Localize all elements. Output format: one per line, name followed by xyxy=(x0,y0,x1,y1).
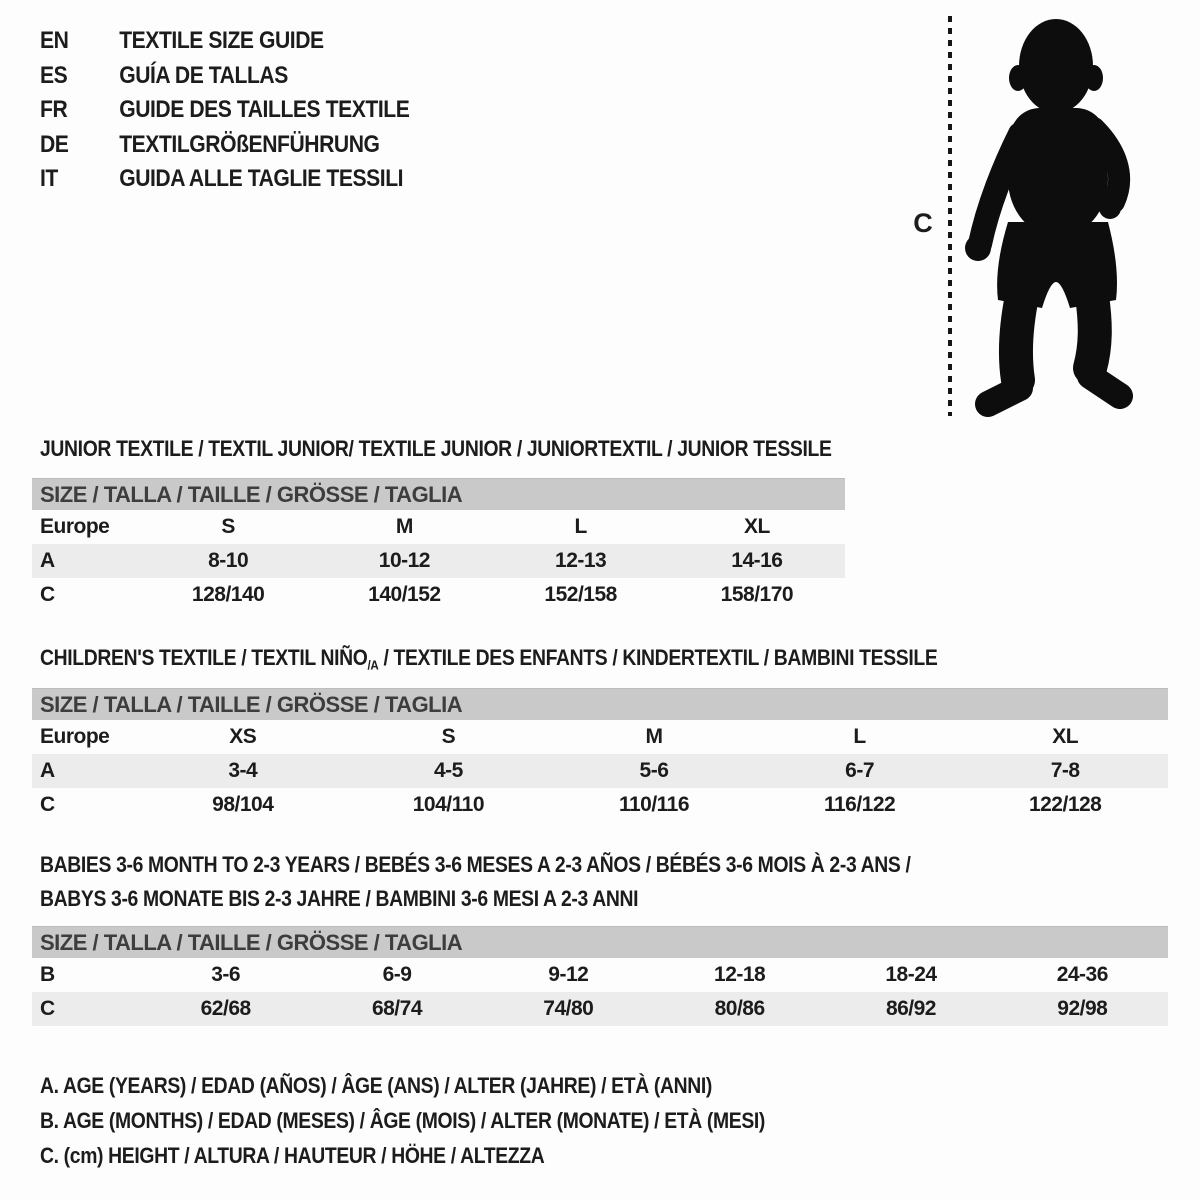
table-cell: 6-9 xyxy=(382,963,412,986)
table-cell: L xyxy=(853,725,866,748)
table-cell: 5-6 xyxy=(639,759,669,782)
table-cell: 92/98 xyxy=(1057,997,1108,1020)
height-label: C xyxy=(913,208,933,238)
children-title-part1: CHILDREN'S TEXTILE / TEXTIL NIÑO xyxy=(40,645,368,670)
table-cell: L xyxy=(574,515,587,538)
row-label-cell: C xyxy=(40,793,55,816)
table-cell: 12-13 xyxy=(555,549,607,572)
legend-line: A. AGE (YEARS) / EDAD (AÑOS) / ÂGE (ANS) / ALTER (JAHRE) / ETÀ (ANNI) xyxy=(40,1072,712,1098)
lang-label: GUIDE DES TAILLES TEXTILE xyxy=(119,96,410,124)
row-label-cell: A xyxy=(40,549,55,572)
table-cell: 122/128 xyxy=(1028,793,1102,816)
lang-row xyxy=(40,128,409,163)
lang-label: GUIDA ALLE TAGLIE TESSILI xyxy=(119,165,404,193)
table-cell: 116/122 xyxy=(823,793,896,816)
table-cell: 62/68 xyxy=(200,997,251,1020)
row-label-cell: C xyxy=(40,997,55,1020)
lang-label: GUÍA DE TALLAS xyxy=(119,61,288,89)
table-cell: 104/110 xyxy=(412,793,485,816)
table-cell: 7-8 xyxy=(1050,759,1080,782)
lang-row xyxy=(40,24,409,59)
table-cell: 8-10 xyxy=(208,549,249,572)
baby-silhouette-icon xyxy=(958,16,1143,420)
children-title-subscript: /A xyxy=(367,657,379,673)
size-header-bar: SIZE / TALLA / TAILLE / GRÖSSE / TAGLIA xyxy=(32,688,1168,720)
table-cell: 4-5 xyxy=(433,759,463,782)
table-row xyxy=(32,788,1168,822)
table-row xyxy=(32,958,1168,992)
lang-code: FR xyxy=(40,96,68,124)
row-label-cell: A xyxy=(40,759,55,782)
row-label-cell: C xyxy=(40,583,55,606)
table-row xyxy=(32,544,845,578)
table-cell: 6-7 xyxy=(845,759,874,782)
babies-title-line2: BABYS 3-6 MONATE BIS 2-3 JAHRE / BAMBINI 3-6 MESI A 2-3 ANNI xyxy=(40,886,639,911)
table-cell: 24-36 xyxy=(1056,963,1108,986)
table-cell: S xyxy=(441,725,456,748)
row-label-cell: Europe xyxy=(40,725,110,748)
table-cell: 3-4 xyxy=(228,759,258,782)
table-row xyxy=(32,992,1168,1026)
legend-line: B. AGE (MONTHS) / EDAD (MESES) / ÂGE (MOIS) / ALTER (MONATE) / ETÀ (MESI) xyxy=(40,1107,766,1133)
babies-title-line1: BABIES 3-6 MONTH TO 2-3 YEARS / BEBÉS 3-6 MESES A 2-3 AÑOS / BÉBÉS 3-6 MOIS À 2-3 ANS / xyxy=(40,852,911,877)
lang-label: TEXTILE SIZE GUIDE xyxy=(119,27,324,55)
table-cell: 140/152 xyxy=(368,583,441,606)
children-size-table xyxy=(32,688,1168,822)
junior-section-title: JUNIOR TEXTILE / TEXTIL JUNIOR/ TEXTILE JUNIOR / JUNIORTEXTIL / JUNIOR TESSILE xyxy=(40,436,832,461)
table-cell: 74/80 xyxy=(543,997,594,1020)
lang-label: TEXTILGRÖßENFÜHRUNG xyxy=(119,130,380,158)
table-row xyxy=(32,578,845,612)
table-cell: M xyxy=(645,725,663,748)
measurement-legend xyxy=(40,1068,765,1173)
height-dashed-line xyxy=(948,16,952,416)
table-cell: S xyxy=(221,515,235,538)
lang-row xyxy=(40,59,409,94)
size-header-bar: SIZE / TALLA / TAILLE / GRÖSSE / TAGLIA xyxy=(32,926,1168,958)
table-cell: 10-12 xyxy=(378,549,430,572)
children-section-title xyxy=(40,641,937,683)
language-title-list xyxy=(40,24,409,197)
table-cell: 18-24 xyxy=(885,963,937,986)
table-cell: 86/92 xyxy=(885,997,936,1020)
table-cell: 9-12 xyxy=(548,963,589,986)
lang-row xyxy=(40,162,409,197)
lang-code: IT xyxy=(40,165,58,193)
table-row xyxy=(32,510,845,544)
table-cell: 158/170 xyxy=(720,583,794,606)
table-cell: M xyxy=(395,515,413,538)
lang-code: EN xyxy=(40,27,69,55)
table-cell: 68/74 xyxy=(371,997,423,1020)
table-cell: 110/116 xyxy=(618,793,690,816)
table-cell: 128/140 xyxy=(191,583,265,606)
babies-section-title xyxy=(40,848,911,916)
table-cell: XS xyxy=(229,725,257,748)
table-cell: 80/86 xyxy=(714,997,765,1020)
row-label-cell: B xyxy=(40,963,55,986)
row-label-cell: Europe xyxy=(40,515,110,538)
lang-code: DE xyxy=(40,130,69,158)
table-row xyxy=(32,754,1168,788)
table-cell: XL xyxy=(1052,725,1079,748)
lang-code: ES xyxy=(40,61,68,89)
table-cell: 98/104 xyxy=(212,793,274,816)
table-cell: 12-18 xyxy=(714,963,766,986)
table-cell: 3-6 xyxy=(211,963,241,986)
babies-size-table xyxy=(32,926,1168,1026)
table-cell: 14-16 xyxy=(731,549,783,572)
lang-row xyxy=(40,93,409,128)
children-title-part2: / TEXTILE DES ENFANTS / KINDERTEXTIL / BAMBINI TESSILE xyxy=(378,645,938,670)
junior-size-table xyxy=(32,478,845,612)
table-cell: 152/158 xyxy=(544,583,617,606)
table-cell: XL xyxy=(743,515,770,538)
size-header-bar: SIZE / TALLA / TAILLE / GRÖSSE / TAGLIA xyxy=(32,478,845,510)
table-row xyxy=(32,720,1168,754)
legend-line: C. (cm) HEIGHT / ALTURA / HAUTEUR / HÖHE / ALTEZZA xyxy=(40,1142,545,1168)
